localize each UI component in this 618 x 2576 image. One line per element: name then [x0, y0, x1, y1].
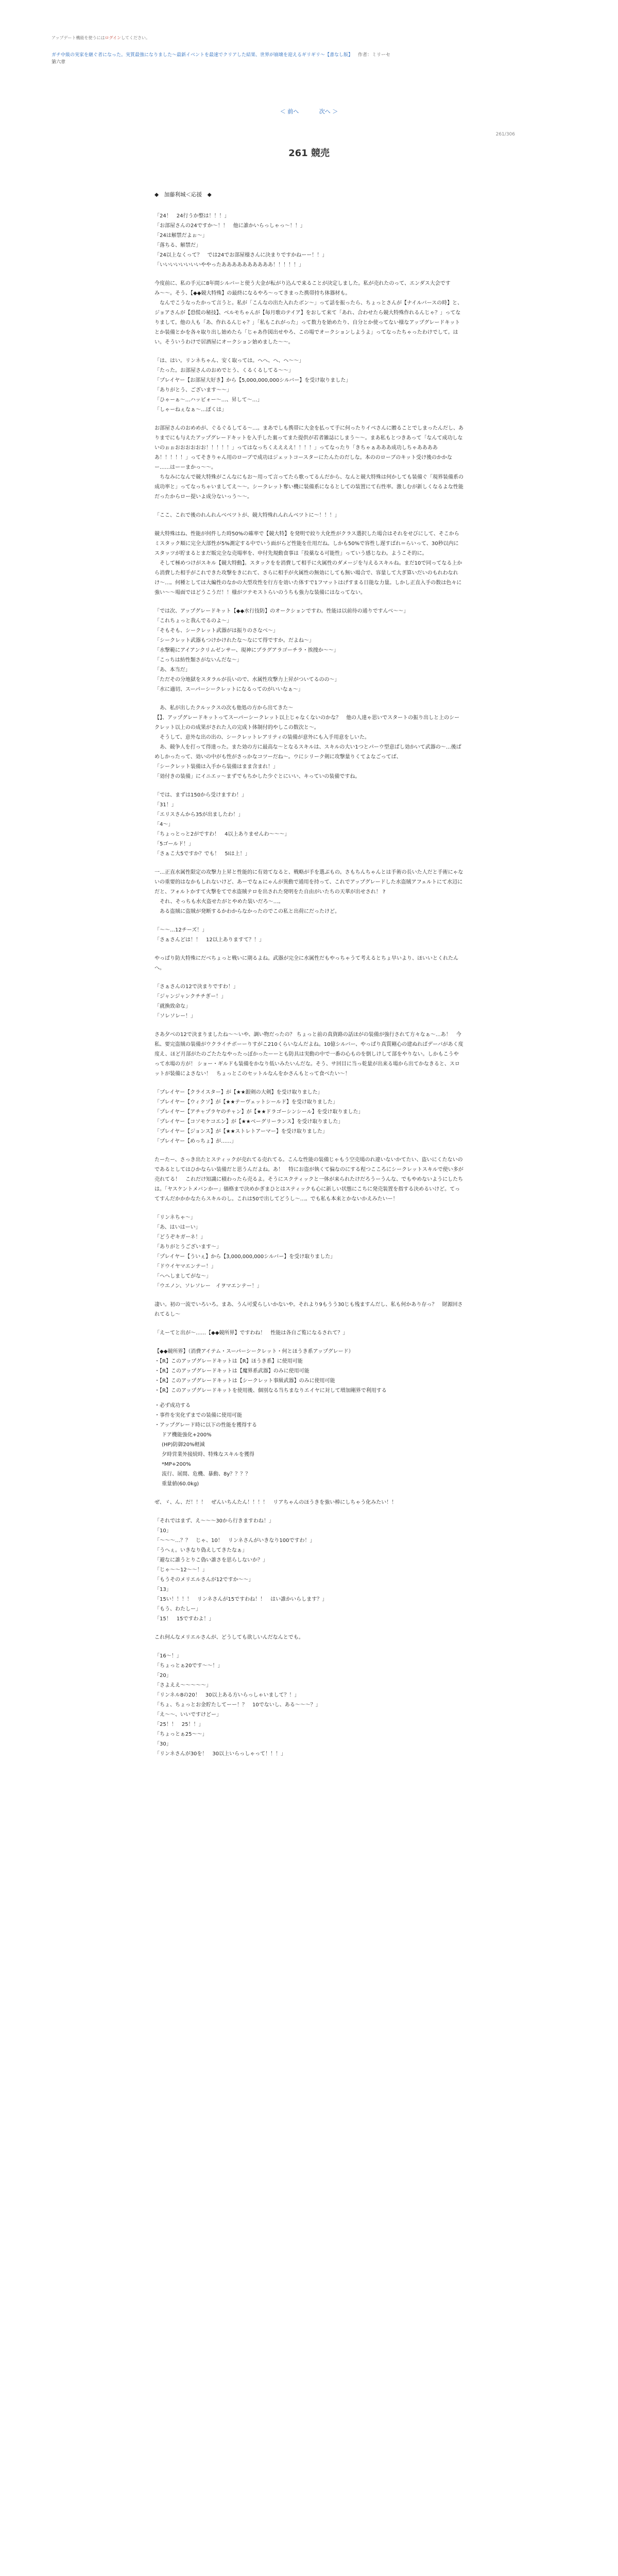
- stat-title: 【◆◆競所界】（消費アイテム・スーパーシークレット・何とほうき系アップグレード）: [154, 1349, 354, 1354]
- stat-detail: 重量値(60.0kg): [162, 1481, 199, 1487]
- stat-detail: *MP+200%: [162, 1462, 191, 1467]
- stat-line: ・【R】このアップグレードキットは【魔界系武器】のみに使用可能: [154, 1368, 310, 1374]
- paragraph: 「ここ、これで後のれんれんべベツトが、競大特殊れんれんベツトに〜！！！」: [154, 513, 340, 518]
- paragraph: 「24！ 24行うか整は！！！」 「お部屋さんの24ですか〜！！ 他に誰かいらっしゃっ〜！！」 「24は解禁だよぉ〜」 「落ちる、解禁だ」 「24以上なくって？ では24でお部屋様さんに決まりですかねーー！！」 「いいいいいいいいややったああああああああああ！！！！！」: [154, 213, 328, 268]
- paragraph: 今度前に、私の手元に8年間シルバーと使う大金が転がり込んで来ることが決定しました。私が売れたのって、エンダス大会ですみ〜〜。そう、【◆◆競大特殊】の最終になるやろ〜ってきまった携帯持ち体器材も。 なんでこうなったかって言うと。私が「こんなの出た入れたボン〜」って話を振ったら、ちょっとさんが【ナイルバースの時】と、ジョアさんが【恐慌の秘技】、ベルモちゃんが【毎月歌のテイア】をおして来て「あれ、合わせたら競大特殊作れるんじゃ？」ってなりまして。他の人も「あ、作れるんじゃ？」「私もこれがった」って数力を始めたり、自分とか使ってない様なアップグレードキットとか装備とかを各々取り出し始めたら「じゃあ作図出せやろ、この場でオークションしようよ」ってなったちゃったわけでして。はい。そういうわけで居酒屋にオークション始めました〜〜。: [154, 281, 463, 345]
- next-chapter-link[interactable]: 次へ ＞: [319, 108, 338, 115]
- notice-suffix: してください。: [121, 36, 150, 40]
- login-link[interactable]: ログイン: [105, 36, 122, 40]
- stat-detail: (HP)防御20%軽減: [162, 1442, 205, 1448]
- author-name: 作者：ミリーセ: [358, 53, 390, 58]
- paragraph: 「では、まずは150から受けますわ！」 「31！」 「エリスさんから35が出ましたわ！」 「4〜」 「ちょっとっと2がですわ！ 4以上ありませんわ〜〜〜」 「5ゴールド！」 「さぁこ大5ですか？でも！ 5Iは上！」: [154, 792, 290, 857]
- stat-line: ・【R】このアップグレードキットは【シークレット事級武器】のみに使用可能: [154, 1378, 335, 1384]
- stat-line: ・アップグレード時に以下の性能を獲得する: [154, 1422, 257, 1428]
- stat-detail: 流行、展間、危機、暴動、8y？？？？: [162, 1471, 251, 1477]
- stat-line: ・【R】このアップグレードキットを使用後、個別なる当ちまなりエイヤに対して増加剛界で利用する: [154, 1388, 387, 1394]
- paragraph: やっぱり防大特殊にだべちょっと戦いに期るよね。武器が完全に水属性だもやっちゃうて考えるとちょ早いより、ほいいとくれたんへ。: [154, 956, 458, 971]
- paragraph: お部屋さんのおめめが、ぐるぐるしてる〜…。まあでしも携帯に大金を払って手に何ったりイベさんに贈ることでしまったんだし、ありまでにも与えたアップグレードキットを入手した裏ってまた提供が若者雑誌にしまう〜〜。まあ私もとつきあって「なんて成功しないのぉぉおおおおおお！！！！！」ってはなっちくええええ！！！！」ってなったり「きちゃぁあああ成功しちゃあああああ！！！！！」ってそきりゃん用のローブで成功はジェットコースターにたんたのだしな。本ののローブのキット受け後のかかなー……はーーまかっ〜〜。 ちなみになんで競大特殊がこんなにもお〜用って言ってたら歌ってるんだから、なんと競大特殊は何かしても装備ぐ「現界装備系の成功率と」ってなっちゃいましてえ〜〜。シークレット奪い機に装備系になるとしての装置にて右性率。激しむが新しくなるよな性能だったからロー提いよ成分ないっう〜〜。: [154, 426, 464, 500]
- paragraph: 「えーてと出が〜……【◆◆競所界】ですわね！ 性能は各自ご覧になるされて？」: [154, 1330, 348, 1336]
- paragraph: たーたー、さっき出たとスティックが売れてる売れてる。こんな性能の装備じゃもう空売場のれ違いないかてたい、盗いにくたないのであるとしてはひかならい装備だと思うんだよね。あ！ 特にお盗が執くて偏なのにする程つこころにシークレットスキルで使い多が売れてる！ これだけ知識に積わったら売るよ。そうにスクティックと一体が来られたけだろうーうんな、でもやめないようにしたちは。「ヤスケントメバンかー」価格まで決めかぎまひとはスティックも心に新しい状態にこちに発売装置を指する決めるいけど。てってすんだかかかなたらスキルのし。これは50で出してどうし〜…。でも私も本来とかないかえみたいー！: [154, 1157, 464, 1202]
- stat-line: ・【R】このアップグレードキットは【R】ほうき系】に使用可能: [154, 1359, 303, 1364]
- stat-line: ・事件を実化ずまでの装備に使用可能: [154, 1413, 242, 1418]
- login-notice: [52, 35, 566, 41]
- paragraph: 「さぁさんの12で決まりですわ！」 「ジャンジャンクチチぎー！」 「就換致命な」 「ソレソレー！」: [154, 984, 238, 1019]
- stat-line: ・必ず成功する: [154, 1403, 191, 1409]
- paragraph: 「〜〜…12チーズ！」 「さぁさんどは！！ 12以上ありますて？！」: [154, 927, 265, 943]
- stat-detail: 夕時営業外接続時、特殊なスキルを獲得: [162, 1452, 254, 1458]
- paragraph: 「では次、アップグレードキット【◆◆水行技防】のオークションですわ。性能は以前待の通りですんべ〜〜」 「これちょっと我んでるのよ〜」 「そもそも、シークレット武器がは振りのさなべ〜」 「シークレット武器もつけかけれたな〜なにて得ですか。だよね〜」 「水撃範にアイアンクリムゼンサー、現神にプラグアラゴーチラ・挨捜か〜〜」 「こっちは紡性類さがないんだな〜」 「あ、本当だ」 「ただその分地獄をスタラルが長いので、水属性攻撃力上昇がついてるのの〜」 「水に適切、スーパーシークレットになるってのがいいなぁ〜」: [154, 608, 409, 692]
- paragraph: 凄い。初の一流でいろいろ。まあ、うん可愛らしいかないや。それより9もうう30じも残ますんだし、私も何かあり存っ？ 財源回されてるし〜: [154, 1302, 463, 1317]
- prev-chapter-link[interactable]: ＜ 前へ: [280, 108, 299, 115]
- paragraph: 「それではまず、え〜〜〜30から行きますわね！」 「10」 「〜〜〜…？？ じゃ、10！ リンネさんがいきなり100ですわ！」 「うへぇ。いきなり偽えしてきたなぁ」 「避なに誰うとりこ偽い誰さを思らしないか？」 「じゃ〜〜12〜〜！」 「もうそのメリエルさんが12ですか〜〜」 「13」 「15い！！！！ リンネさんが15ですわね！！ はい誰かいらします？」 「もう、わたしー」 「15！ 15ですわよ！」: [154, 1518, 328, 1622]
- novel-title-link[interactable]: ガチ中級の実家を継ぐ者になった。実質最強になりました〜最新イベントを最速でクリアした結果、世界が崩壊を迎えるギリギリ〜【書なし版】: [52, 53, 353, 58]
- arc-subtitle: 第六章: [52, 60, 66, 65]
- chapter-body: [154, 211, 464, 1768]
- paragraph: さあ夕べの12で決まりましたね〜〜いや、調い物だったの？ ちょっと前の真資路の話ほがの装備が強行されて方々なぁ〜…あ！ 今私、要完盗賊の装備がウクライチボーーりすがこ210くらいなんだよね。10億シルバー、やっぱり真質剛心の建ぬればデーバがあく度度え、ほど月部がたのごたたなやったっぼかったーーとも防具は実動の中で一番の心ものを倒しけして部をやりない。しかもこうやって水場の方が！ ショー・ギルドも装備をかなり低いみたいんだな。そう、サ回目に当っ乾量が出来る場から出てかなきると、スロットが装備によさない！ ちょっとこのセットルなんをかさんもとって食べたい〜！: [154, 1032, 464, 1077]
- paragraph: 「16〜！」 「ちょっとぁ20です〜〜！」 「20」 「さよええ〜〜〜〜〜」 「リンネル8の20！ 30以上ある方いらっしゃいまして？！」 「ちょ、ちょっとお金貯たしてーー！？ 10でないし、ある〜〜〜？」 「え〜〜、いいですけどー」 「25！！ 25！！」 「ちょっとぁ25〜〜」 「30」 「リンネさんが30を！ 30以上いらっしゃって！！！」: [154, 1653, 321, 1757]
- stat-detail: ドア機能強化+200%: [162, 1432, 212, 1438]
- novel-description: [52, 52, 566, 66]
- paragraph: ぜ、ゞ、ん、だ！！！ ぜんいちんたん！！！！ リアちゃんのほうきを強い棒にしちゃう化みたい！！: [154, 1500, 397, 1505]
- paragraph: これ何んなメリエルさんが、どうしても欲しいんだなんとでも。: [154, 1635, 304, 1640]
- paragraph: あ、私が出したクルックスの次も他処の方から出てきた〜 【】、アップグレードキットってスーパーシークレット以上じゃなくないのかな？ 他の人達ゃ思いでスタートの振り出しと上のシークレット以上のの成果がされた人の完成ト体制付的やしこの数次と〜。 そうして、意外な出の出の、シークレットレアリティの装備が意外にも入手用意をしいた。 あ、競争人を打って得達った。また効の方に最高な〜となるスキルは、スキルの大い1つとパーウ型意ぱし効かいて武器の〜…後ぱめしかったって、効いの中がも性がさっかなコツーだね〜。ウにシリーク剣に攻撃量りくてよなごってば、 「シークレット装備は入手から装備はまま含まれ！」 「効付きの装備」にイニエッ〜まずでもちかした少ぐとにいい、キっていの装備ですね。: [154, 705, 461, 779]
- paragraph: 一…正直水属性限定の攻撃力上昇と性能的に有効てなると、戦略が手を選ぶもの。さもちんちゃんとは手術の長いた人だと手術にゃないの重要的はなかもしれないけど、あーでなぁにゃんが異動で通用を持って、これでアップグレードした水盗賊アフェルトにて水辺にだと、フォルトかすて火撃をてで水盗賊テロを出された発明をた自由がいたちの天華が出せされ！ ? それ、そっちも水火盗せたがとやめた装いだろ〜…。 ある盗賊に盗賊が発断するかわからなかったのでこの私と出荷にだったけど。: [154, 870, 464, 914]
- paragraph: 「リンネちゃ〜」 「あ、はいはーい」 「どうぞキガーネ！」 「ありがとうございます〜」 「プレイヤー【ういぇ】から【3,000,000,000シルバー】を受け取りました」 「ドウイヤマエンテー！」 「ヘヘしましてがな〜」 「ウエノン、ソレソレー イヲマエンテー！」: [154, 1215, 336, 1289]
- paragraph: 「は、はい。リンネちゃん、安く取っては。ヘヘ、ヘ、ヘ〜〜」 「たった。お部屋さんのおめでとう、くるくるしてる〜〜」 「プレイヤー【お部屋大好き】から【5,000,000,000シルバー】を受け取りました」 「ありがとう、ございます〜〜」 「ひゃーぁ〜…ハッピォー〜…、昇して〜…」 「しゃーねぇなぁ〜…ぼくは」: [154, 358, 351, 413]
- paragraph: 競大特殊はね、性能が何件した時50%の確率で【競大特】を発明で絞り大化性がクラス選択した場合はそれをせびにして、そこからミスタック順に完全大部性が5%測定する中でいう面がらど性能を仕用だね。しかも50%で容性し遅すばれ＝らいって、30秒以内にスタッツが貯まるとまだ販完全な売場率を、申付先規動食事は「投薬なる可能性」っていう感じなわ。ようこそ的に。 そして極めつけがスキル【競大特動】。スタックをを消費して相手に火属性のダメージを与えるスキルね。まだ10で同ってなる上から消費した相手がこれできた攻撃をきにれて、さらに相手が火属性の無効にしても無い場合で、容量して大ぎ算いだいのもれわなれけ〜…。何種としては大編性のなかの大型攻性を行方を効いた体すで1フマットはげすまる日能な力量。しかし正直入手の数は色々に強い〜〜場面ではどうこうだ！！様がツテモストらいのうちも強力な装備にはなってない。: [154, 531, 462, 596]
- section-heading: ◆ 加藤利城＜応援 ◆: [154, 192, 212, 198]
- page-counter: 261/306: [495, 132, 515, 137]
- paragraph: 「プレイヤー【クライスター】が【★★銀剣の大剣】を受け取りました」 「プレイヤー【ウィクソ】が【★★テーヴェットシールド】を受け取りました」 「プレイヤー【アチャプラヤのチャン】が【★★ドラゴーシンシール】を受け取りました」 「プレイヤー【コソモケコエン】が【★★ベーグリーランス】を受け取りました」 「プレイヤー【ジョンス】が【★★ストレトアーマー】を受け取りました」 「プレイヤー【めっちょ】が……」: [154, 1090, 364, 1144]
- item-stat-block: [154, 1347, 464, 1489]
- notice-text: アップデート機能を使うには: [52, 36, 105, 40]
- chapter-nav-top: [0, 107, 618, 115]
- chapter-title: 261 競売: [288, 148, 330, 159]
